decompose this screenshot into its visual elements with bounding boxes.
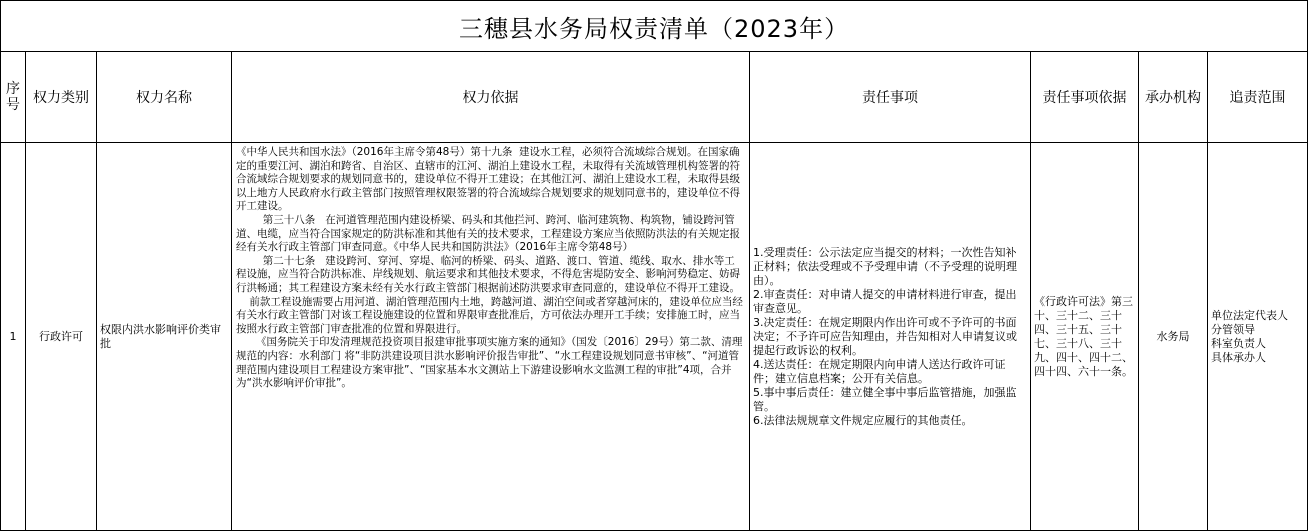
row-duties <box>750 143 1031 531</box>
header-basis: 权力依据 <box>232 52 750 143</box>
page-title: 三穗县水务局权责清单（2023年） <box>1 1 1308 52</box>
basis-paragraph: 《国务院关于印发清理规范投资项目报建审批事项实施方案的通知》（国发〔2016〕29号）第二款、清理规范的内容：水利部门 将“非防洪建设项目洪水影响评价报告审批”、“水工程建设规划同意书审核”、“河道管理范围内建设项目工程建设方案审批”、“国家基本水文测站上下游建设影响水文监测工程的审批”4项，合并为“洪水影响评价审批”。 <box>236 336 743 390</box>
header-agency: 承办机构 <box>1139 52 1208 143</box>
header-seq-line1: 序 <box>6 81 20 97</box>
duty-item: 3.决定责任：在规定期限内作出许可或不予许可的书面决定；不予许可应告知理由，并告知相对人申请复议或提起行政诉讼的权利。 <box>753 315 1017 357</box>
header-name: 权力名称 <box>97 52 232 143</box>
header-duty-basis: 责任事项依据 <box>1031 52 1139 143</box>
row-duty-basis: 《行政许可法》第三十、三十二、三十四、三十五、三十七、三十八、三十九、四十、四十二、四十四、六十一条。 <box>1031 143 1139 531</box>
row-accountability <box>1208 143 1308 531</box>
accountability-item: 分管领导 <box>1211 322 1255 336</box>
duty-item: 6.法律法规规章文件规定应履行的其他责任。 <box>753 413 973 427</box>
table-row <box>1 143 1308 531</box>
basis-paragraph: 第二十七条 建设跨河、穿河、穿堤、临河的桥梁、码头、道路、渡口、管道、缆线、取水、排水等工程设施，应当符合防洪标准、岸线规划、航运要求和其他技术要求，不得危害堤防安全、影响河势稳定、妨碍行洪畅通；其工程建设方案未经有关水行政主管部门根据前述防洪要求审查同意的，建设单位不得开工建设。 <box>236 254 740 294</box>
header-duties: 责任事项 <box>750 52 1031 143</box>
row-name: 权限内洪水影响评价类审批 <box>97 143 232 531</box>
accountability-item: 单位法定代表人 <box>1211 308 1288 322</box>
header-seq-line2: 号 <box>6 97 20 113</box>
duty-item: 1.受理责任：公示法定应当提交的材料；一次性告知补正材料；依法受理或不予受理申请（不予受理的说明理由）。 <box>753 245 1017 287</box>
header-type: 权力类别 <box>26 52 97 143</box>
row-type: 行政许可 <box>26 143 97 531</box>
header-accountability: 追责范围 <box>1208 52 1308 143</box>
basis-paragraph: 《中华人民共和国水法》（2016年主席令第48号）第十九条 建设水工程，必须符合流域综合规划。在国家确定的重要江河、湖泊和跨省、自治区、直辖市的江河、湖泊上建设水工程，未取得有关流域管理机构签署的符合流域综合规划要求的规划同意书的，建设单位不得开工建设；在其他江河、湖泊上建设水工程，未取得县级以上地方人民政府水行政主管部门按照管理权限签署的符合流域综合规划要求的规划同意书的，建设单位不得开工建设。 <box>236 146 740 213</box>
row-basis <box>232 143 750 531</box>
basis-paragraph: 前款工程设施需要占用河道、湖泊管理范围内土地，跨越河道、湖泊空间或者穿越河床的，建设单位应当经有关水行政主管部门对该工程设施建设的位置和界限审查批准后，方可依法办理开工手续；安排施工时，应当按照水行政主管部门审查批准的位置和界限进行。 <box>236 295 743 335</box>
row-agency: 水务局 <box>1139 143 1208 531</box>
accountability-item: 科室负责人 <box>1211 336 1266 350</box>
accountability-item: 具体承办人 <box>1211 350 1266 364</box>
row-seq: 1 <box>1 143 26 531</box>
duty-item: 5.事中事后责任：建立健全事中事后监管措施，加强监管。 <box>753 385 1017 413</box>
duty-item: 2.审查责任：对申请人提交的申请材料进行审查，提出审查意见。 <box>753 287 1017 315</box>
basis-paragraph: 第三十八条 在河道管理范围内建设桥梁、码头和其他拦河、跨河、临河建筑物、构筑物，铺设跨河管道、电缆，应当符合国家规定的防洪标准和其他有关的技术要求，工程建设方案应当依照防洪法的有关规定报经有关水行政主管部门审查同意。《中华人民共和国防洪法》（2016年主席令第48号） <box>236 213 740 254</box>
duty-item: 4.送达责任：在规定期限内向申请人送达行政许可证件；建立信息档案；公开有关信息。 <box>753 357 1006 385</box>
header-seq <box>1 52 26 143</box>
